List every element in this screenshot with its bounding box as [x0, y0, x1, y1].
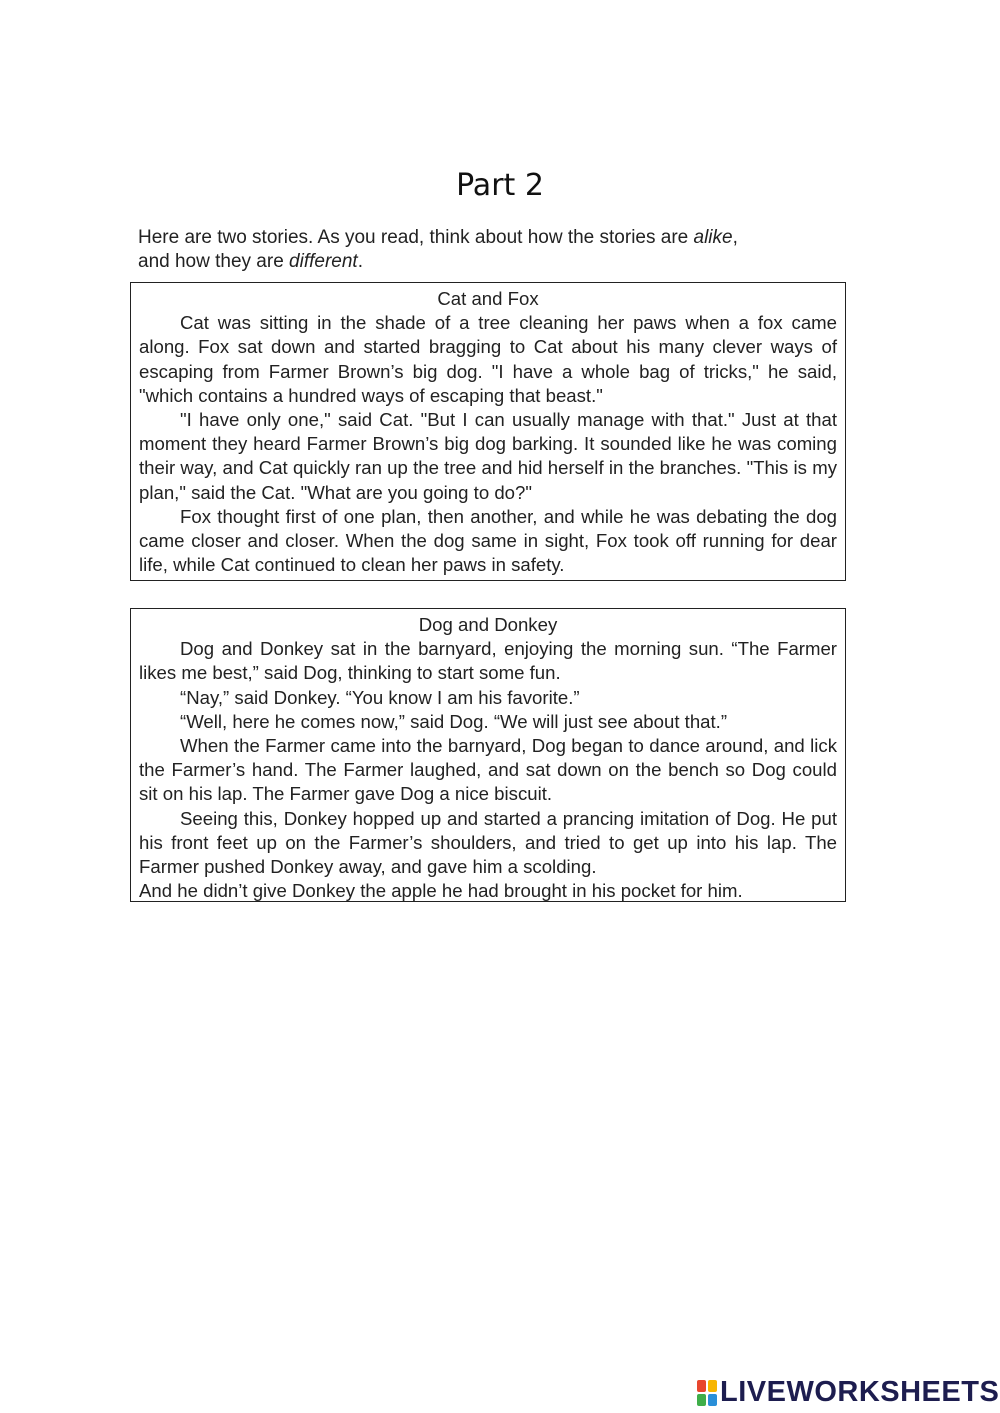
story-paragraph: And he didn’t give Donkey the apple he had brought in his pocket for him. [139, 880, 743, 902]
intro-text-c: and how they are [138, 251, 290, 272]
story-paragraph: When the Farmer came into the barnyard, Dog began to dance around, and lick the Farmer’s hand. The Farmer laughed, and sat down on the bench so Dog could sit on his lap. The Farmer gave Dog a nice biscuit. [139, 735, 837, 805]
story-title: Cat and Fox [437, 288, 539, 309]
story-title: Dog and Donkey [418, 614, 558, 635]
story-paragraph: Dog and Donkey sat in the barnyard, enjoying the morning sun. “The Farmer likes me best,” said Dog, thinking to start some fun. [139, 638, 837, 684]
story-paragraph: Seeing this, Donkey hopped up and started a prancing imitation of Dog. He put his front feet up on the Farmer’s shoulders, and tried to get up into his lap. The Farmer pushed Donkey away, and gave him a scolding. [139, 807, 837, 878]
intro-text [138, 226, 858, 274]
logo-square-green [697, 1394, 706, 1406]
liveworksheets-logo [697, 1376, 999, 1409]
liveworksheets-logo-icon [697, 1380, 717, 1406]
intro-text-d: . [357, 251, 363, 272]
story-paragraph: Fox thought first of one plan, then another, and while he was debating the dog came closer and closer. When the dog same in sight, Fox took off running for dear life, while Cat continued to clean her paws in safety. [139, 505, 837, 576]
intro-emphasis-alike: alike [693, 227, 733, 248]
logo-square-red [697, 1380, 706, 1392]
logo-square-blue [708, 1394, 717, 1406]
intro-text-a: Here are two stories. As you read, think about how the stories are [138, 227, 694, 248]
story-paragraph: “Well, here he comes now,” said Dog. “We will just see about that.” [180, 710, 728, 732]
story-box-cat-and-fox [130, 282, 846, 581]
story-box-dog-and-donkey [130, 608, 846, 902]
logo-square-yellow [708, 1380, 717, 1392]
page-title: Part 2 [456, 168, 544, 203]
story-paragraph: "I have only one," said Cat. "But I can usually manage with that." Just at that moment they heard Farmer Brown’s big dog barking. It sounded like he was coming their way, and Cat quickly ran up the tree and hid herself in the branches. "This is my plan," said the Cat. "What are you going to do?" [139, 409, 837, 503]
intro-emphasis-different: different [289, 251, 358, 272]
story-paragraph: “Nay,” said Donkey. “You know I am his favorite.” [180, 686, 580, 708]
story-paragraph: Cat was sitting in the shade of a tree cleaning her paws when a fox came along. Fox sat down and started bragging to Cat about his many clever ways of escaping from Farmer Brown’s big dog. "I have a whole bag of tricks," he said, "which contains a hundred ways of escaping that beast." [139, 312, 837, 406]
intro-text-b: , [732, 227, 738, 248]
logo-text: LIVEWORKSHEETS [720, 1376, 1000, 1408]
